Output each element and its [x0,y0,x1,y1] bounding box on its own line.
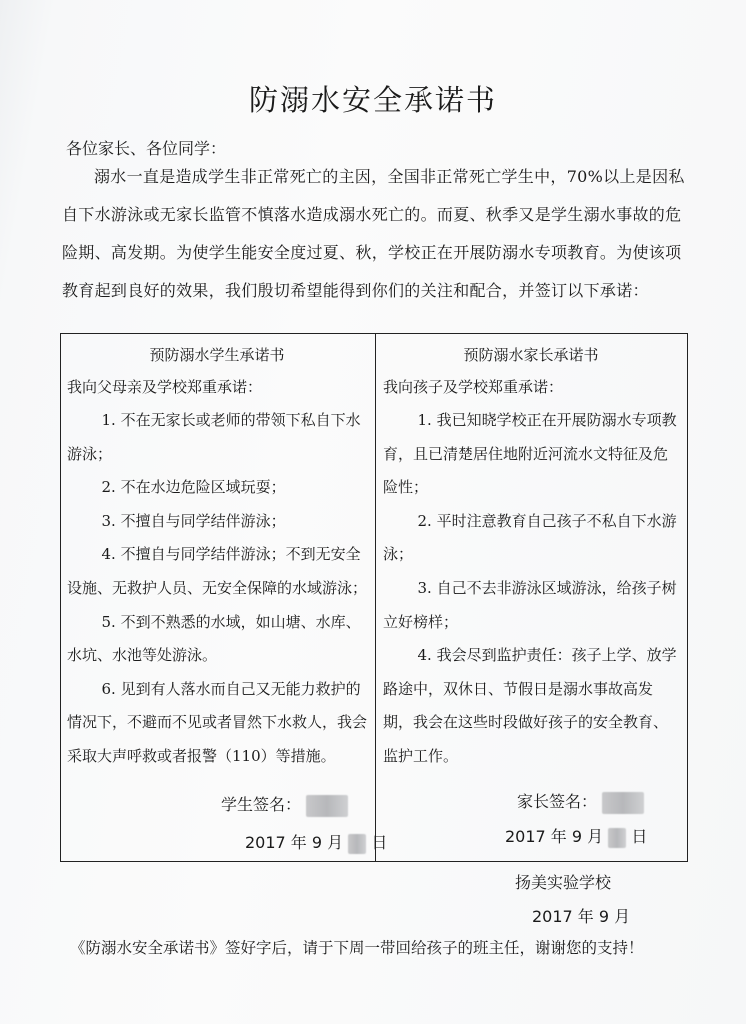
redacted-day [608,828,626,848]
list-item: 4. 不擅自与同学结伴游泳；不到无安全设施、无救护人员、无安全保障的水域游泳； [67,545,368,597]
list-item: 1. 不在无家长或老师的带领下私自下水游泳； [67,411,361,463]
parent-signature [517,789,644,814]
student-signature [221,792,348,817]
student-date [245,830,387,854]
parent-pledge-column [383,334,679,774]
list-item: 2. 不在水边危险区域玩耍； [101,478,286,497]
list-item: 6. 见到有人落水而自己又无能力救护的情况下，不避而不见或者冒然下水救人，我会采取大声呼救或者报警（110）等措施。 [67,679,368,765]
school-name: 扬美实验学校 [515,873,612,892]
parent-pledge-heading: 预防溺水家长承诺书 [463,346,599,364]
redacted-day [348,834,366,854]
parent-pledge-lead: 我向孩子及学校郑重承诺： [383,378,564,396]
document-title: 防溺水安全承诺书 [248,83,497,117]
intro-paragraph [62,158,690,310]
student-date-suffix: 日 [371,833,388,852]
list-item: 5. 不到不熟悉的水域，如山塘、水库、水坑、水池等处游泳。 [67,612,361,665]
parent-date-prefix: 2017 年 9 月 [505,827,604,846]
student-signature-label: 学生签名： [221,795,302,814]
student-pledge-list [67,404,367,774]
student-date-prefix: 2017 年 9 月 [245,833,344,852]
list-item: 3. 自己不去非游泳区域游泳，给孩子树立好榜样； [383,578,677,631]
parent-date-suffix: 日 [631,827,648,846]
list-item: 2. 平时注意教育自己孩子不私自下水游泳； [383,511,677,564]
list-item: 1. 我已知晓学校正在开展防溺水专项教育，且已清楚居住地附近河流水文特征及危险性； [383,411,677,497]
list-item: 4. 我会尽到监护责任：孩子上学、放学路途中，双休日、节假日是溺水事故高发期，我会在这些时段做好孩子的安全教育、监护工作。 [383,646,677,765]
student-pledge-heading: 预防溺水学生承诺书 [149,346,285,364]
parent-date [505,824,647,848]
parent-signature-label: 家长签名： [517,792,598,811]
student-pledge-column [67,334,367,774]
footer-note: 《防溺水安全承诺书》签好字后，请于下周一带回给孩子的班主任，谢谢您的支持！ [70,939,644,957]
table-divider [375,334,376,861]
redacted-name [306,795,348,817]
greeting: 各位家长、各位同学： [66,139,227,158]
intro-text: 溺水一直是造成学生非正常死亡的主因，全国非正常死亡学生中，70%以上是因私自下水游泳或无家长监管不慎落水造成溺水死亡的。而夏、秋季又是学生溺水事故的危险期、高发期。为使学生能安全度过夏、秋，学校正在开展防溺水专项教育。为使该项教育起到良好的效果，我们殷切希望能得到你们的关注和配合，并签订以下承诺： [62,167,685,300]
school-date: 2017 年 9 月 [532,907,631,926]
redacted-name [602,792,644,814]
list-item: 3. 不擅自与同学结伴游泳； [101,511,286,530]
student-pledge-lead: 我向父母亲及学校郑重承诺： [67,378,263,396]
parent-pledge-list [383,404,679,774]
pledge-table [60,333,688,862]
